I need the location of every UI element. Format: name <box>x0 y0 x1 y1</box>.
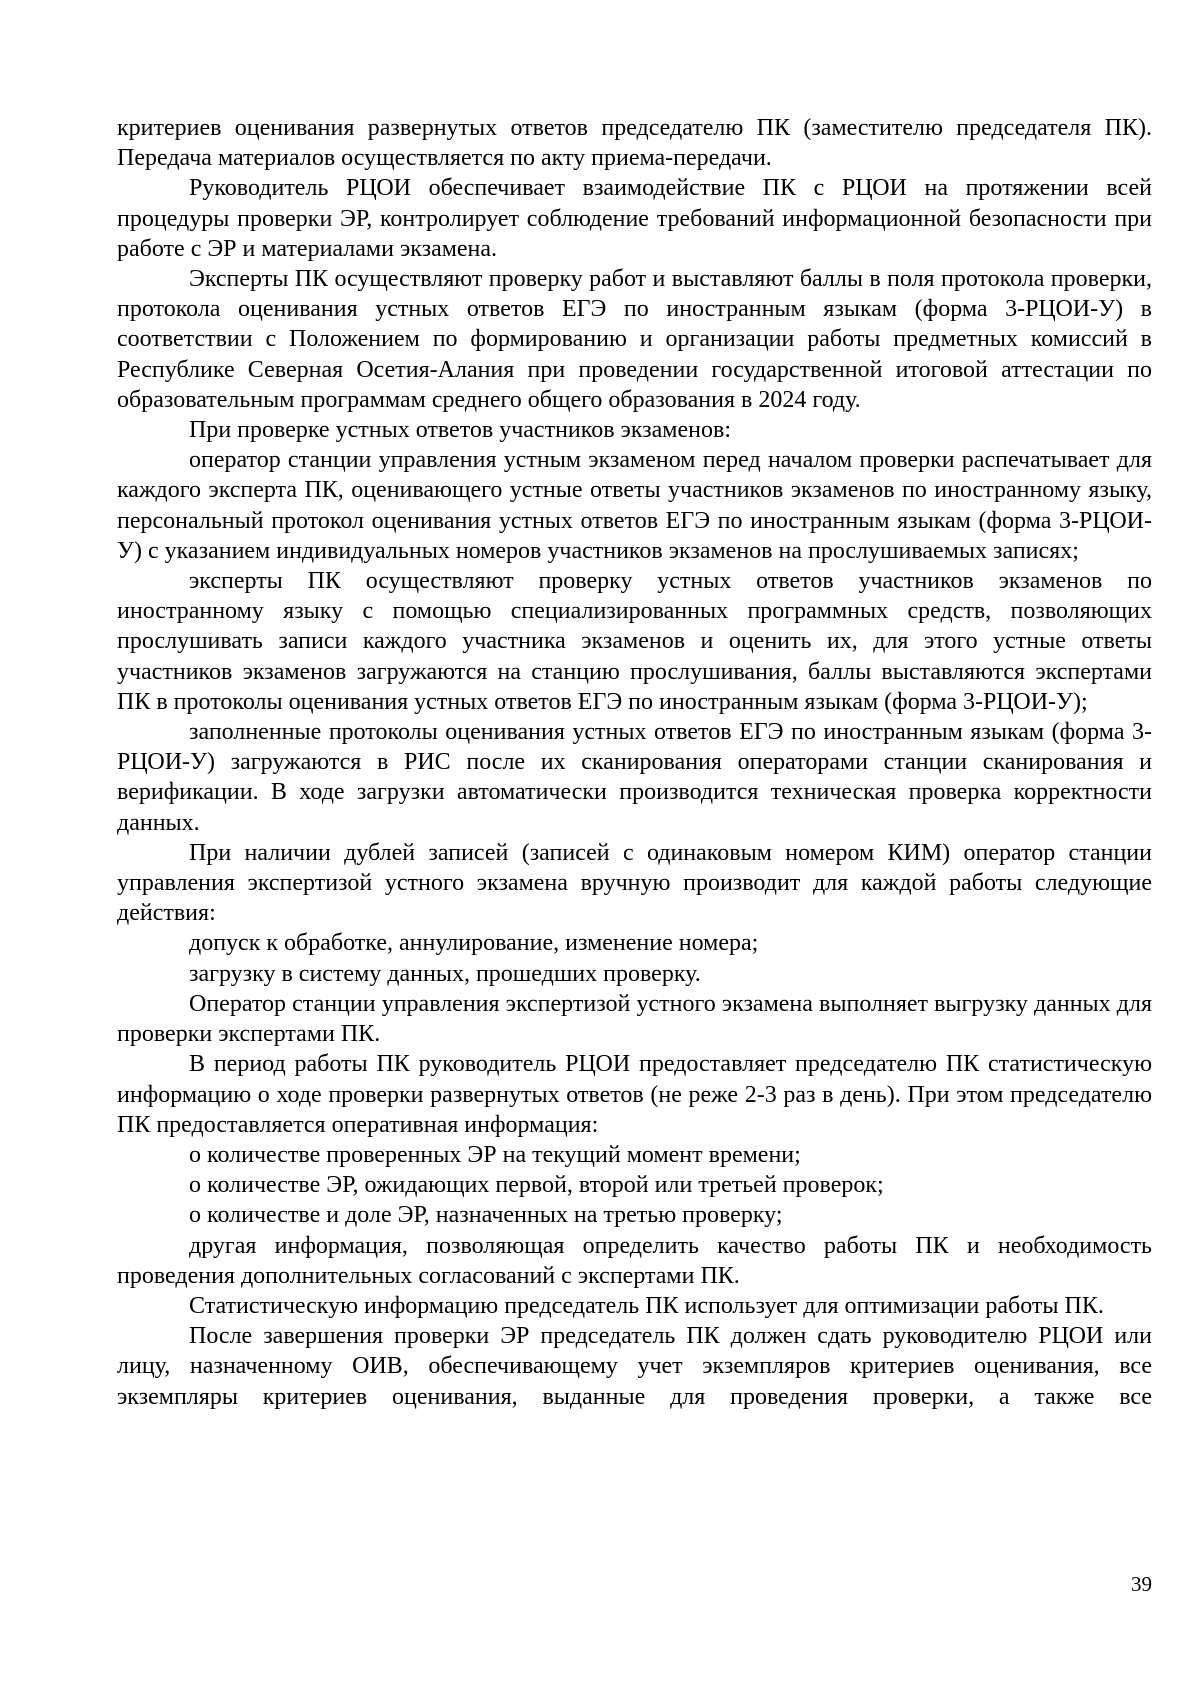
paragraph: Оператор станции управления экспертизой устного экзамена выполняет выгрузку данных для проверки экспертами ПК. <box>117 990 1152 1048</box>
list-item: эксперты ПК осуществляют проверку устных ответов участников экзаменов по иностранному языку с помощью специализированных программных средств, позволяющих прослушивать записи каждого участника экзаменов и оценить их, для этого устные ответы участников экзаменов загружаются на станцию прослушивания, баллы выставляются экспертами ПК в протоколы оценивания устных ответов ЕГЭ по иностранным языкам (форма 3-РЦОИ-У); <box>117 568 1152 715</box>
list-item: о количестве проверенных ЭР на текущий момент времени; <box>189 1141 801 1168</box>
paragraph: В период работы ПК руководитель РЦОИ предоставляет председателю ПК статистическую информацию о ходе проверки развернутых ответов (не реже 2-3 раз в день). При этом председателю ПК предоставляется оперативная информация: <box>117 1051 1152 1138</box>
paragraph: Статистическую информацию председатель ПК использует для оптимизации работы ПК. <box>189 1292 1104 1319</box>
list-item: заполненные протоколы оценивания устных ответов ЕГЭ по иностранным языкам (форма 3-РЦОИ-У) загружаются в РИС после их сканирования операторами станции сканирования и верификации. В ходе загрузки автоматически производится техническая проверка корректности данных. <box>117 719 1152 836</box>
paragraph: Руководитель РЦОИ обеспечивает взаимодействие ПК с РЦОИ на протяжении всей процедуры проверки ЭР, контролирует соблюдение требований информационной безопасности при работе с ЭР и материалами экзамена. <box>117 175 1152 262</box>
list-item: оператор станции управления устным экзаменом перед началом проверки распечатывает для каждого эксперта ПК, оценивающего устные ответы участников экзаменов по иностранному языку, персональный протокол оценивания устных ответов ЕГЭ по иностранным языкам (форма 3-РЦОИ-У) с указанием индивидуальных номеров участников экзаменов на прослушиваемых записях; <box>117 447 1152 564</box>
list-item: о количестве ЭР, ожидающих первой, второй или третьей проверок; <box>189 1172 884 1199</box>
paragraph: Эксперты ПК осуществляют проверку работ и выставляют баллы в поля протокола проверки, протокола оценивания устных ответов ЕГЭ по иностранным языкам (форма 3-РЦОИ-У) в соответствии с Положением по формированию и организации работы предметных комиссий в Республике Северная Осетия-Алания при проведении государственной итоговой аттестации по образовательным программам среднего общего образования в 2024 году. <box>117 266 1152 413</box>
paragraph: критериев оценивания развернутых ответов председателю ПК (заместителю председателя ПК). Передача материалов осуществляется по акту приема-передачи. <box>117 115 1152 172</box>
list-item: загрузку в систему данных, прошедших проверку. <box>189 960 701 987</box>
paragraph: При наличии дублей записей (записей с одинаковым номером КИМ) оператор станции управления экспертизой устного экзамена вручную производит для каждой работы следующие действия: <box>117 839 1152 927</box>
list-item: допуск к обработке, аннулирование, изменение номера; <box>189 930 759 957</box>
list-item: другая информация, позволяющая определить качество работы ПК и необходимость проведения дополнительных согласований с экспертами ПК. <box>117 1232 1152 1289</box>
page-number: 39 <box>1131 1572 1152 1596</box>
paragraph: После завершения проверки ЭР председатель ПК должен сдать руководителю РЦОИ или лицу, назначенному ОИВ, обеспечивающему учет экземпляров критериев оценивания, все экземпляры критериев оценивания, выданные для проведения проверки, а также все <box>117 1323 1152 1410</box>
document-body <box>117 113 1152 1412</box>
list-item: о количестве и доле ЭР, назначенных на третью проверку; <box>189 1202 783 1229</box>
paragraph: При проверке устных ответов участников экзаменов: <box>189 417 731 444</box>
